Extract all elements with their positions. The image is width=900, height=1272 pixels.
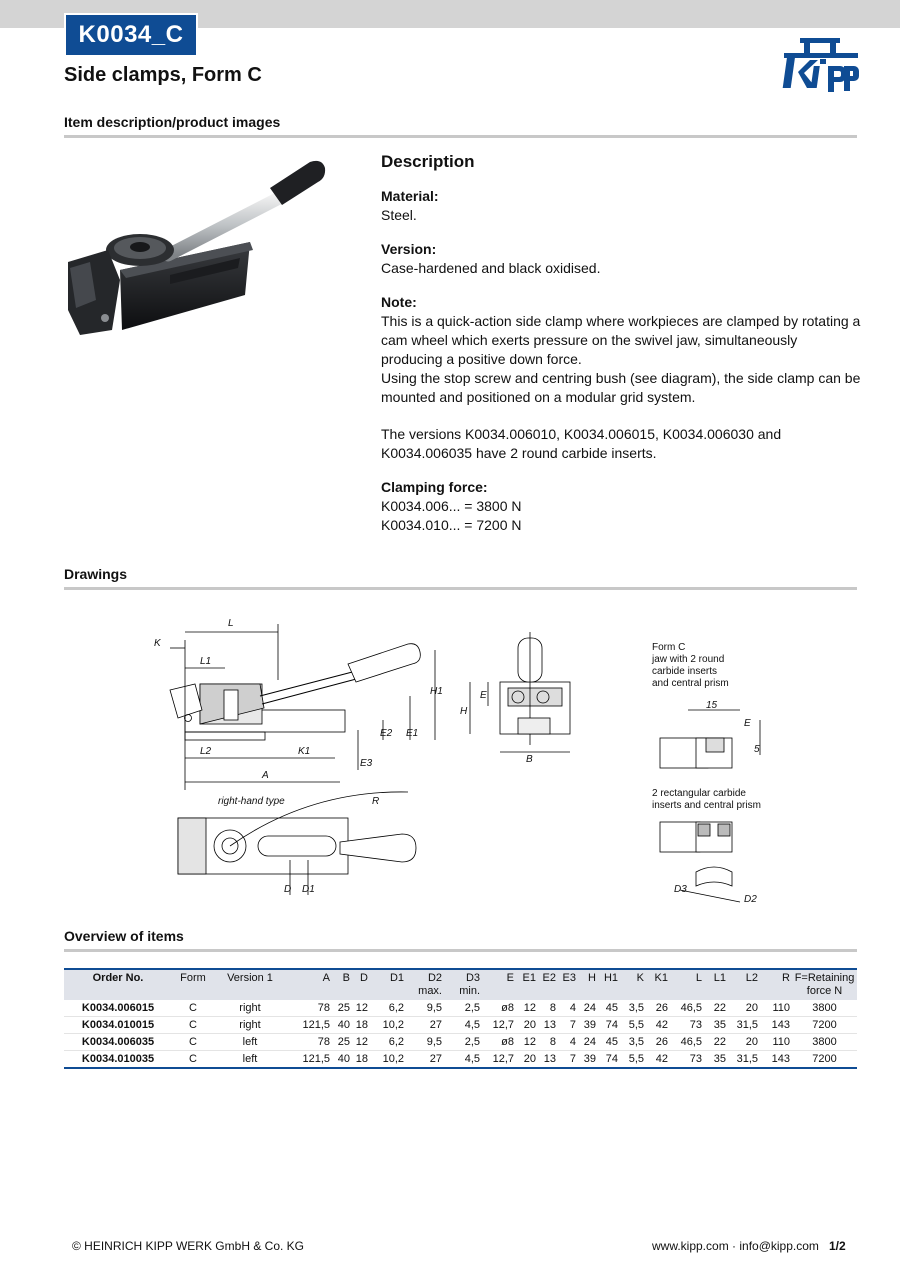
table-cell: 8 [538,1034,558,1051]
table-cell: 18 [352,1051,370,1069]
note-text-3: The versions K0034.006010, K0034.006015, K0034.006030 and K0034.006035 have 2 round carbide inserts. [381,426,782,461]
table-cell: 26 [646,1000,670,1017]
table-cell: 8 [538,1000,558,1017]
right-hand-label: right-hand type [218,796,285,807]
table-cell: 22 [704,1034,728,1051]
table-cell: 24 [578,1000,598,1017]
table-cell: 25 [332,1034,352,1051]
clamping-value-1: K0034.006... = 3800 N [381,498,522,514]
dim-label: D [284,884,292,895]
table-cell: 46,5 [670,1000,704,1017]
rect-caption: 2 rectangular carbide [652,788,746,799]
table-row [64,1034,857,1051]
table-cell: 110 [760,1034,792,1051]
table-header-row [64,969,857,1000]
order-number-cell: K0034.010015 [64,1017,172,1034]
table-cell: 6,2 [370,1034,406,1051]
table-cell: 12,7 [482,1051,516,1069]
table-cell: 40 [332,1017,352,1034]
table-cell: 7200 [792,1051,857,1069]
order-number-cell: K0034.006015 [64,1000,172,1017]
table-cell: 24 [578,1034,598,1051]
table-cell: 26 [646,1034,670,1051]
table-cell: 73 [670,1051,704,1069]
dim-label: E1 [406,728,419,739]
table-row [64,1017,857,1034]
table-cell: 74 [598,1051,620,1069]
dim-label: E [744,718,751,729]
dim-label: A [262,770,269,781]
table-cell: 20 [728,1034,760,1051]
table-cell: 39 [578,1051,598,1069]
col-header: A [286,969,332,1000]
table-cell: ø8 [482,1000,516,1017]
form-c-caption: carbide inserts [652,666,718,677]
table-cell: 35 [704,1017,728,1034]
table-cell: 12 [516,1000,538,1017]
table-row [64,1051,857,1069]
table-cell: 31,5 [728,1051,760,1069]
technical-drawing [140,610,780,910]
table-cell: 5,5 [620,1051,646,1069]
note-label: Note: [381,294,417,310]
table-cell: 2,5 [444,1000,482,1017]
col-header: D3 min. [444,969,482,1000]
section-drawings: Drawings [64,566,128,582]
divider [64,135,857,138]
clamping-label: Clamping force: [381,479,488,495]
description-panel [381,152,861,550]
table-cell: 20 [728,1000,760,1017]
dim-label: D2 [744,894,757,905]
table-cell: 4 [558,1034,578,1051]
dim-label: E2 [380,728,393,739]
table-cell: 4,5 [444,1051,482,1069]
col-header: Version 1 [214,969,286,1000]
table-cell: 3,5 [620,1034,646,1051]
dim-label: 15 [706,700,718,711]
table-cell: 46,5 [670,1034,704,1051]
table-cell: left [214,1051,286,1069]
order-number-cell: K0034.010035 [64,1051,172,1069]
col-header: K1 [646,969,670,1000]
dim-label: K [154,638,161,649]
table-cell: 121,5 [286,1051,332,1069]
product-code: K0034_C [66,15,196,55]
note-text-1: This is a quick-action side clamp where workpieces are clamped by rotating a cam wheel which exerts pressure on the swivel jaw, simultaneously producing a positive down force. [381,313,861,367]
table-cell: right [214,1017,286,1034]
col-header: L1 [704,969,728,1000]
table-cell: 40 [332,1051,352,1069]
table-cell: 78 [286,1034,332,1051]
table-cell: 10,2 [370,1051,406,1069]
table-cell: 143 [760,1017,792,1034]
col-header: H [578,969,598,1000]
version-label: Version: [381,241,437,257]
col-header: R [760,969,792,1000]
table-cell: 12 [516,1034,538,1051]
table-cell: 78 [286,1000,332,1017]
table-cell: C [172,1034,214,1051]
note-text-2: Using the stop screw and centring bush (see diagram), the side clamp can be mounted and positioned on a modular grid system. [381,370,861,405]
clamping-value-2: K0034.010... = 7200 N [381,517,522,533]
col-header: E2 [538,969,558,1000]
table-cell: 7 [558,1051,578,1069]
col-header: D [352,969,370,1000]
form-c-caption: and central prism [652,678,729,689]
table-cell: 3,5 [620,1000,646,1017]
dim-label: D3 [674,884,687,895]
table-cell: 143 [760,1051,792,1069]
divider [64,587,857,590]
kipp-logo [782,36,860,94]
col-header: E1 [516,969,538,1000]
dim-label: K1 [298,746,311,757]
table-cell: 13 [538,1051,558,1069]
table-cell: C [172,1000,214,1017]
dim-label: E [480,690,487,701]
table-cell: 4,5 [444,1017,482,1034]
table-cell: 35 [704,1051,728,1069]
table-cell: 10,2 [370,1017,406,1034]
table-cell: C [172,1051,214,1069]
col-header: D2 max. [406,969,444,1000]
dim-label: L2 [200,746,212,757]
col-header: F=Retaining force N [792,969,857,1000]
table-cell: 42 [646,1017,670,1034]
col-header: K [620,969,646,1000]
col-header: D1 [370,969,406,1000]
table-cell: 7 [558,1017,578,1034]
table-cell: 5,5 [620,1017,646,1034]
form-c-caption: jaw with 2 round [652,654,725,665]
footer-copyright: © HEINRICH KIPP WERK GmbH & Co. KG [72,1239,304,1253]
dim-label: B [526,754,533,765]
table-cell: C [172,1017,214,1034]
table-cell: 7200 [792,1017,857,1034]
table-cell: 25 [332,1000,352,1017]
table-cell: 12 [352,1000,370,1017]
material-label: Material: [381,188,439,204]
table-row [64,1000,857,1017]
table-cell: right [214,1000,286,1017]
page-title: Side clamps, Form C [64,64,262,86]
table-cell: 4 [558,1000,578,1017]
table-cell: 121,5 [286,1017,332,1034]
items-table [64,968,857,1069]
col-header: B [332,969,352,1000]
table-cell: 13 [538,1017,558,1034]
table-cell: 9,5 [406,1000,444,1017]
table-cell: 3800 [792,1034,857,1051]
page-number: 1/2 [829,1239,846,1253]
table-cell: 2,5 [444,1034,482,1051]
form-c-caption: Form C [652,642,686,653]
table-cell: 22 [704,1000,728,1017]
table-cell: 39 [578,1017,598,1034]
material-value: Steel. [381,207,417,223]
dim-label: 5 [754,744,760,755]
dim-label: L1 [200,656,212,667]
table-cell: 73 [670,1017,704,1034]
table-cell: 27 [406,1051,444,1069]
dim-label: D1 [302,884,315,895]
product-photo [60,150,330,350]
table-cell: 12,7 [482,1017,516,1034]
dim-label: E3 [360,758,373,769]
section-item-description: Item description/product images [64,114,281,130]
table-cell: 6,2 [370,1000,406,1017]
table-cell: 9,5 [406,1034,444,1051]
footer-contact[interactable]: www.kipp.com · info@kipp.com [652,1239,819,1253]
section-overview: Overview of items [64,928,184,944]
dim-label: L [228,618,234,629]
table-cell: 74 [598,1017,620,1034]
dim-label: H1 [430,686,443,697]
dim-label: R [372,796,380,807]
description-heading: Description [381,152,475,171]
product-code-badge [64,13,198,57]
table-cell: 45 [598,1034,620,1051]
table-cell: 20 [516,1017,538,1034]
col-header: Order No. [64,969,172,1000]
col-header: E3 [558,969,578,1000]
table-cell: 45 [598,1000,620,1017]
rect-caption: inserts and central prism [652,800,761,811]
col-header: L [670,969,704,1000]
divider [64,949,857,952]
dim-label: H [460,706,468,717]
table-cell: left [214,1034,286,1051]
table-cell: 42 [646,1051,670,1069]
table-cell: 27 [406,1017,444,1034]
table-cell: 12 [352,1034,370,1051]
order-number-cell: K0034.006035 [64,1034,172,1051]
table-cell: 110 [760,1000,792,1017]
version-value: Case-hardened and black oxidised. [381,260,601,276]
col-header: H1 [598,969,620,1000]
table-cell: ø8 [482,1034,516,1051]
col-header: L2 [728,969,760,1000]
col-header: E [482,969,516,1000]
col-header: Form [172,969,214,1000]
table-cell: 18 [352,1017,370,1034]
table-cell: 20 [516,1051,538,1069]
table-cell: 31,5 [728,1017,760,1034]
table-cell: 3800 [792,1000,857,1017]
